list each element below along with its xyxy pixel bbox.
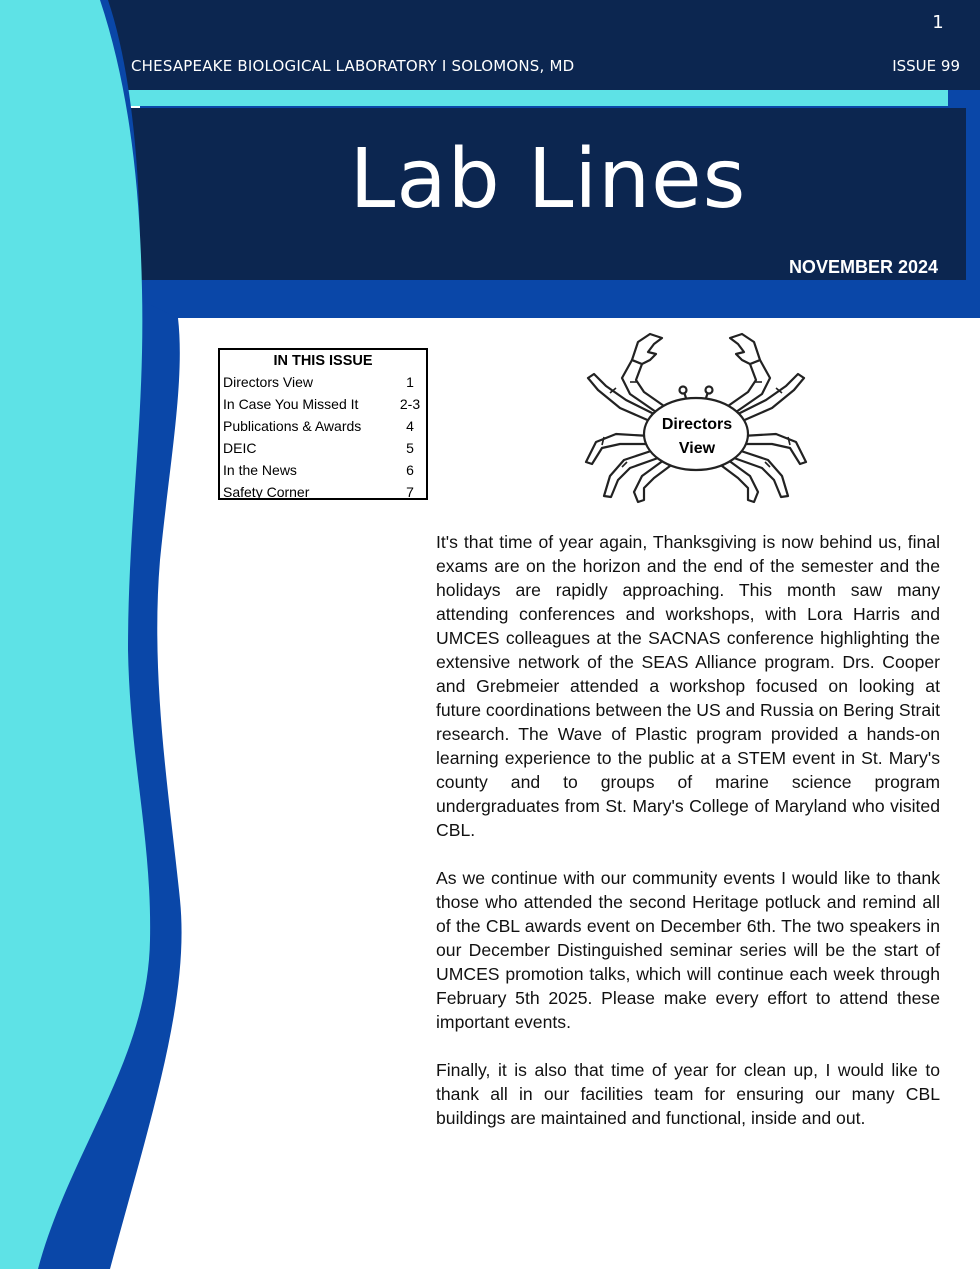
toc-item-label: Safety Corner [223,484,310,500]
issue-date: NOVEMBER 2024 [788,257,938,277]
toc-item-page: 7 [406,484,414,500]
toc-item-label: In Case You Missed It [223,396,359,412]
crab-label-line2: View [678,440,716,457]
cyan-stripe [120,90,948,106]
toc-item-label: Directors View [223,374,313,390]
article-paragraph: Finally, it is also that time of year for clean up, I would like to thank all in our facilities team for ensuring our many CBL buildings are maintained and functional, inside and out. [436,1060,940,1128]
article-paragraph: It's that time of year again, Thanksgiving is now behind us, final exams are on the horizon and the end of the semester and the holidays are rapidly approaching. This month saw many attending conferences and workshops, with Lora Harris and UMCES colleagues at the SACNAS conference highlighting the extensive network of the SEAS Alliance program. Drs. Cooper and Grebmeier attended a workshop focused on looking at future coordinations between the US and Russia on Bering Strait research. The Wave of Plastic program provided a hands-on learning experience to the public at a STEM event in St. Mary's county and to groups of marine science program undergraduates from St. Mary's College of Maryland who visited CBL. [436,532,940,840]
crab-label [645,413,749,461]
newsletter-title: Lab Lines [349,132,747,227]
organization-name: CHESAPEAKE BIOLOGICAL LABORATORY I SOLOMONS, MD [131,57,575,75]
toc-item[interactable] [220,481,426,503]
toc-item-label: DEIC [223,440,257,456]
toc-item-page: 5 [406,440,414,456]
page-number: 1 [932,12,944,33]
directors-view-article [436,530,940,1154]
toc-item[interactable] [220,371,426,393]
title-underline [140,280,966,298]
toc-item-page: 2-3 [399,396,421,412]
toc-item-page: 6 [406,462,414,478]
toc-item-page: 1 [406,374,414,390]
toc-item-label: Publications & Awards [223,418,362,434]
crab-label-line1: Directors [661,416,733,433]
issue-number: ISSUE 99 [892,57,960,75]
table-of-contents [218,348,428,500]
article-paragraph: As we continue with our community events I would like to thank those who attended the second Heritage potluck and remind all of the CBL awards event on December 6th. The two speakers in our December Distinguished seminar series will be the start of UMCES promotion talks, which will continue each week through February 5th 2025. Please make every effort to attend these important events. [436,868,940,1032]
toc-item[interactable] [220,459,426,481]
toc-title: IN THIS ISSUE [273,353,373,369]
toc-item-label: In the News [223,462,297,478]
toc-item[interactable] [220,415,426,437]
toc-item[interactable] [220,393,426,415]
toc-item[interactable] [220,437,426,459]
toc-item-page: 4 [406,418,414,434]
header-band [100,0,980,90]
